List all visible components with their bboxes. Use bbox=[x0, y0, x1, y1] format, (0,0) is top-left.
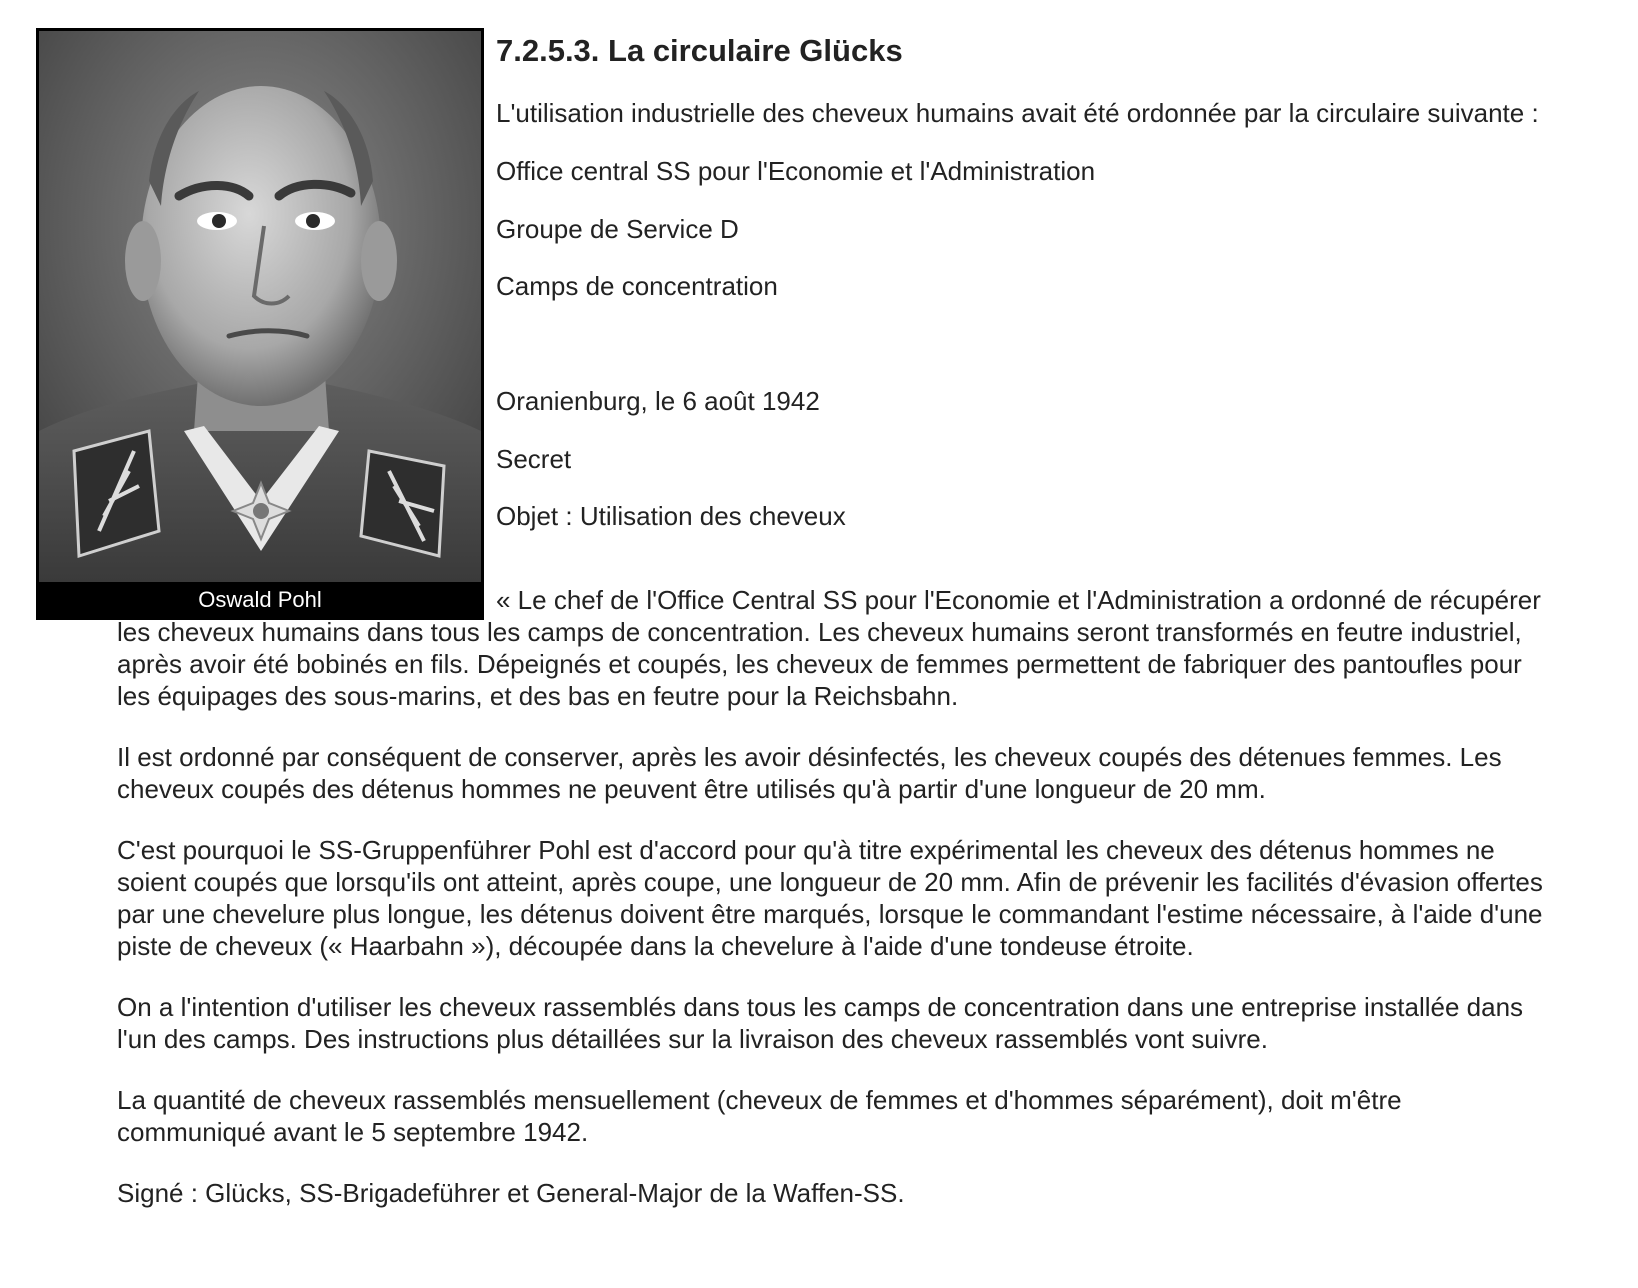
body-paragraph: « Le chef de l'Office Central SS pour l'Economie et l'Administration a ordonné de récupérer les cheveux humains dans tous les camps de concentration. Les cheveux humains seront transformés en feutre industriel, après avoir été bobinés en fils. Dépeignés et coupés, les cheveux de femmes permettent de fabriquer des pantoufles pour les équipages des sous-marins, et des bas en feutre pour la Reichsbahn. bbox=[117, 585, 1541, 711]
portrait-caption: Oswald Pohl bbox=[198, 587, 322, 612]
intro-text: L'utilisation industrielle des cheveux humains avait été ordonnée par la circulaire suivante : bbox=[496, 98, 1539, 128]
body-paragraph: C'est pourquoi le SS-Gruppenführer Pohl est d'accord pour qu'à titre expérimental les cheveux des détenus hommes ne soient coupés que lorsqu'ils ont atteint, après coupe, une longueur de 20 mm. Afin de prévenir les facilités d'évasion offertes par une chevelure plus longue, les détenus doivent être marqués, lorsque le commandant l'estime nécessaire, à l'aide d'une piste de cheveux (« Haarbahn »), découpée dans la chevelure à l'aide d'une tondeuse étroite. bbox=[117, 835, 1543, 961]
letter-place-date: Oranienburg, le 6 août 1942 bbox=[496, 386, 820, 416]
letter-group: Groupe de Service D bbox=[496, 214, 739, 244]
section-heading: 7.2.5.3. La circulaire Glücks bbox=[496, 33, 903, 68]
letter-body bbox=[117, 584, 1557, 1238]
body-paragraph: On a l'intention d'utiliser les cheveux rassemblés dans tous les camps de concentration dans une entreprise installée dans l'un des camps. Des instructions plus détaillées sur la livraison des cheveux rassemblés vont suivre. bbox=[117, 992, 1524, 1054]
letter-subject: Objet : Utilisation des cheveux bbox=[496, 501, 846, 531]
portrait-photo bbox=[39, 31, 481, 582]
portrait-figure bbox=[36, 28, 484, 620]
signature-line: Signé : Glücks, SS-Brigadeführer et General-Major de la Waffen-SS. bbox=[117, 1178, 905, 1208]
letter-camps: Camps de concentration bbox=[496, 271, 778, 301]
letter-office: Office central SS pour l'Economie et l'Administration bbox=[496, 156, 1096, 186]
body-paragraph: Il est ordonné par conséquent de conserver, après les avoir désinfectés, les cheveux coupés des détenues femmes. Les cheveux coupés des détenus hommes ne peuvent être utilisés qu'à partir d'une longueur de 20 mm. bbox=[117, 742, 1502, 804]
body-paragraph: La quantité de cheveux rassemblés mensuellement (cheveux de femmes et d'hommes séparément), doit m'être communiqué avant le 5 septembre 1942. bbox=[117, 1085, 1402, 1147]
letter-classification: Secret bbox=[496, 444, 572, 474]
